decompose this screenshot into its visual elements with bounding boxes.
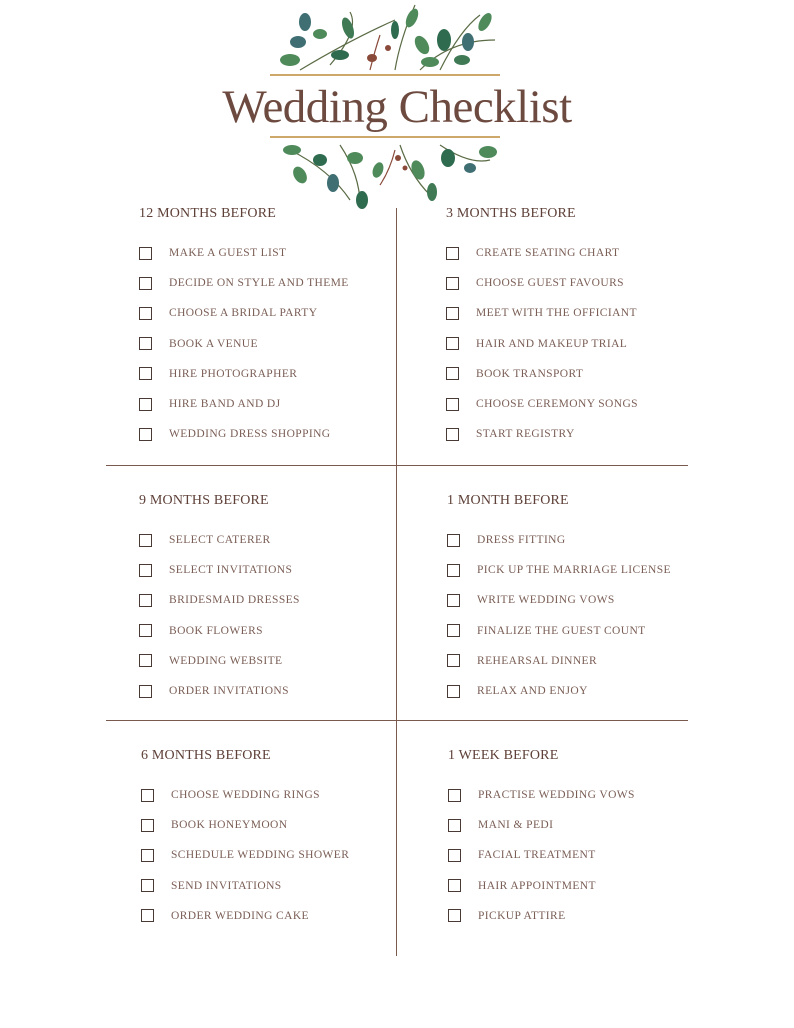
checklist-item-label: BOOK A VENUE [169, 337, 258, 350]
checklist-item [139, 238, 349, 268]
checklist-item-label: CHOOSE WEDDING RINGS [171, 789, 320, 802]
checklist-item-label: PICK UP THE MARRIAGE LICENSE [477, 564, 671, 577]
checklist-item [447, 646, 671, 676]
checklist-item [139, 585, 300, 615]
section-12-months [139, 204, 349, 449]
checklist-item-label: FACIAL TREATMENT [478, 849, 596, 862]
checklist-item [446, 238, 638, 268]
title-rule-top [270, 74, 500, 76]
checklist-item-label: REHEARSAL DINNER [477, 654, 598, 667]
checklist-item [139, 359, 349, 389]
checklist-item-label: HIRE PHOTOGRAPHER [169, 367, 298, 380]
checklist-item [446, 419, 638, 449]
checkbox[interactable] [447, 685, 460, 698]
section-title: 9 MONTHS BEFORE [139, 493, 269, 508]
checkbox[interactable] [139, 247, 152, 260]
checkbox[interactable] [446, 247, 459, 260]
checkbox[interactable] [139, 428, 152, 441]
checklist-item-label: MEET WITH THE OFFICIANT [476, 307, 637, 320]
checklist-item-label: HAIR APPOINTMENT [478, 879, 596, 892]
checklist-item-label: PRACTISE WEDDING VOWS [478, 789, 635, 802]
row-divider-2 [106, 720, 688, 721]
checklist-item [139, 268, 349, 298]
checklist-item-label: CREATE SEATING CHART [476, 247, 620, 260]
checklist-item-label: RELAX AND ENJOY [477, 685, 588, 698]
checklist-item [139, 329, 349, 359]
section-9-months [139, 491, 300, 706]
checkbox[interactable] [139, 685, 152, 698]
section-1-month [447, 491, 671, 706]
checkbox[interactable] [446, 367, 459, 380]
section-title: 12 MONTHS BEFORE [139, 206, 276, 221]
checklist-item-label: CHOOSE CEREMONY SONGS [476, 398, 638, 411]
checklist-item [139, 525, 300, 555]
checklist-item [447, 555, 671, 585]
checkbox[interactable] [139, 564, 152, 577]
checkbox[interactable] [446, 307, 459, 320]
checklist-item-label: HAIR AND MAKEUP TRIAL [476, 337, 628, 350]
column-divider [396, 208, 397, 956]
checklist-item [141, 871, 349, 901]
checklist-item-label: WRITE WEDDING VOWS [477, 594, 615, 607]
checklist-item [447, 525, 671, 555]
section-title: 1 WEEK BEFORE [448, 748, 559, 763]
checklist-item [139, 555, 300, 585]
checklist-item [141, 840, 349, 870]
checkbox[interactable] [446, 337, 459, 350]
checkbox[interactable] [447, 654, 460, 667]
checkbox[interactable] [448, 879, 461, 892]
checklist-item [448, 780, 635, 810]
checkbox[interactable] [448, 819, 461, 832]
section-title: 6 MONTHS BEFORE [141, 748, 271, 763]
checkbox[interactable] [447, 564, 460, 577]
checkbox[interactable] [448, 789, 461, 802]
section-title: 3 MONTHS BEFORE [446, 206, 576, 221]
checkbox[interactable] [141, 789, 154, 802]
checklist-item [446, 298, 638, 328]
checkbox[interactable] [139, 654, 152, 667]
checklist [448, 780, 635, 931]
checklist-item-label: WEDDING DRESS SHOPPING [169, 428, 331, 441]
checklist-item-label: BOOK HONEYMOON [171, 819, 288, 832]
checklist [447, 525, 671, 706]
checklist [139, 238, 349, 449]
checkbox[interactable] [139, 277, 152, 290]
checkbox[interactable] [139, 624, 152, 637]
checkbox[interactable] [447, 594, 460, 607]
checklist-item-label: ORDER INVITATIONS [169, 685, 289, 698]
checklist-item [447, 676, 671, 706]
checkbox[interactable] [446, 398, 459, 411]
checklist-item [446, 329, 638, 359]
title-rule-bottom [270, 136, 500, 138]
checklist-item-label: SELECT INVITATIONS [169, 564, 293, 577]
checkbox[interactable] [139, 307, 152, 320]
checkbox[interactable] [139, 367, 152, 380]
checklist-item [446, 359, 638, 389]
checklist-item [139, 676, 300, 706]
checklist [141, 780, 349, 931]
checklist [446, 238, 638, 449]
checkbox[interactable] [446, 277, 459, 290]
section-title: 1 MONTH BEFORE [447, 493, 569, 508]
checkbox[interactable] [139, 337, 152, 350]
checklist-item [139, 616, 300, 646]
checklist-item-label: PICKUP ATTIRE [478, 909, 566, 922]
checkbox[interactable] [139, 594, 152, 607]
checklist-item-label: DECIDE ON STYLE AND THEME [169, 277, 349, 290]
checkbox[interactable] [141, 909, 154, 922]
checkbox[interactable] [447, 534, 460, 547]
section-3-months [446, 204, 638, 449]
checklist-item [139, 646, 300, 676]
checklist-item [447, 616, 671, 646]
checkbox[interactable] [448, 849, 461, 862]
checklist-item [448, 871, 635, 901]
section-6-months [141, 746, 349, 931]
checklist-item-label: SCHEDULE WEDDING SHOWER [171, 849, 350, 862]
checklist-item-label: BOOK TRANSPORT [476, 367, 584, 380]
checkbox[interactable] [141, 879, 154, 892]
checklist-item [448, 810, 635, 840]
checklist-item-label: BOOK FLOWERS [169, 624, 263, 637]
checklist-item-label: CHOOSE A BRIDAL PARTY [169, 307, 318, 320]
checklist-item-label: BRIDESMAID DRESSES [169, 594, 300, 607]
checklist-item [139, 419, 349, 449]
checkbox[interactable] [139, 398, 152, 411]
checklist-item [139, 298, 349, 328]
checklist-item-label: MAKE A GUEST LIST [169, 247, 287, 260]
section-1-week [448, 746, 635, 931]
checkbox[interactable] [139, 534, 152, 547]
checklist-item-label: CHOOSE GUEST FAVOURS [476, 277, 624, 290]
checklist-item [141, 780, 349, 810]
checklist-item-label: HIRE BAND AND DJ [169, 398, 281, 411]
checklist-item-label: MANI & PEDI [478, 819, 554, 832]
checkbox[interactable] [141, 819, 154, 832]
checklist-item [141, 901, 349, 931]
checkbox[interactable] [141, 849, 154, 862]
checklist-item [139, 389, 349, 419]
checklist-item-label: START REGISTRY [476, 428, 575, 441]
checklist-item-label: DRESS FITTING [477, 534, 566, 547]
checklist [139, 525, 300, 706]
checklist-item [141, 810, 349, 840]
row-divider-1 [106, 465, 688, 466]
checklist-item-label: ORDER WEDDING CAKE [171, 909, 309, 922]
checklist-item [447, 585, 671, 615]
checkbox[interactable] [447, 624, 460, 637]
checklist-item [446, 268, 638, 298]
checkbox[interactable] [446, 428, 459, 441]
checklist-item-label: FINALIZE THE GUEST COUNT [477, 624, 646, 637]
page-title: Wedding Checklist [222, 81, 572, 133]
checkbox[interactable] [448, 909, 461, 922]
checklist-item-label: SELECT CATERER [169, 534, 271, 547]
checklist-item [448, 901, 635, 931]
checklist-item-label: SEND INVITATIONS [171, 879, 282, 892]
checklist-item [446, 389, 638, 419]
checklist-item [448, 840, 635, 870]
checklist-item-label: WEDDING WEBSITE [169, 654, 283, 667]
